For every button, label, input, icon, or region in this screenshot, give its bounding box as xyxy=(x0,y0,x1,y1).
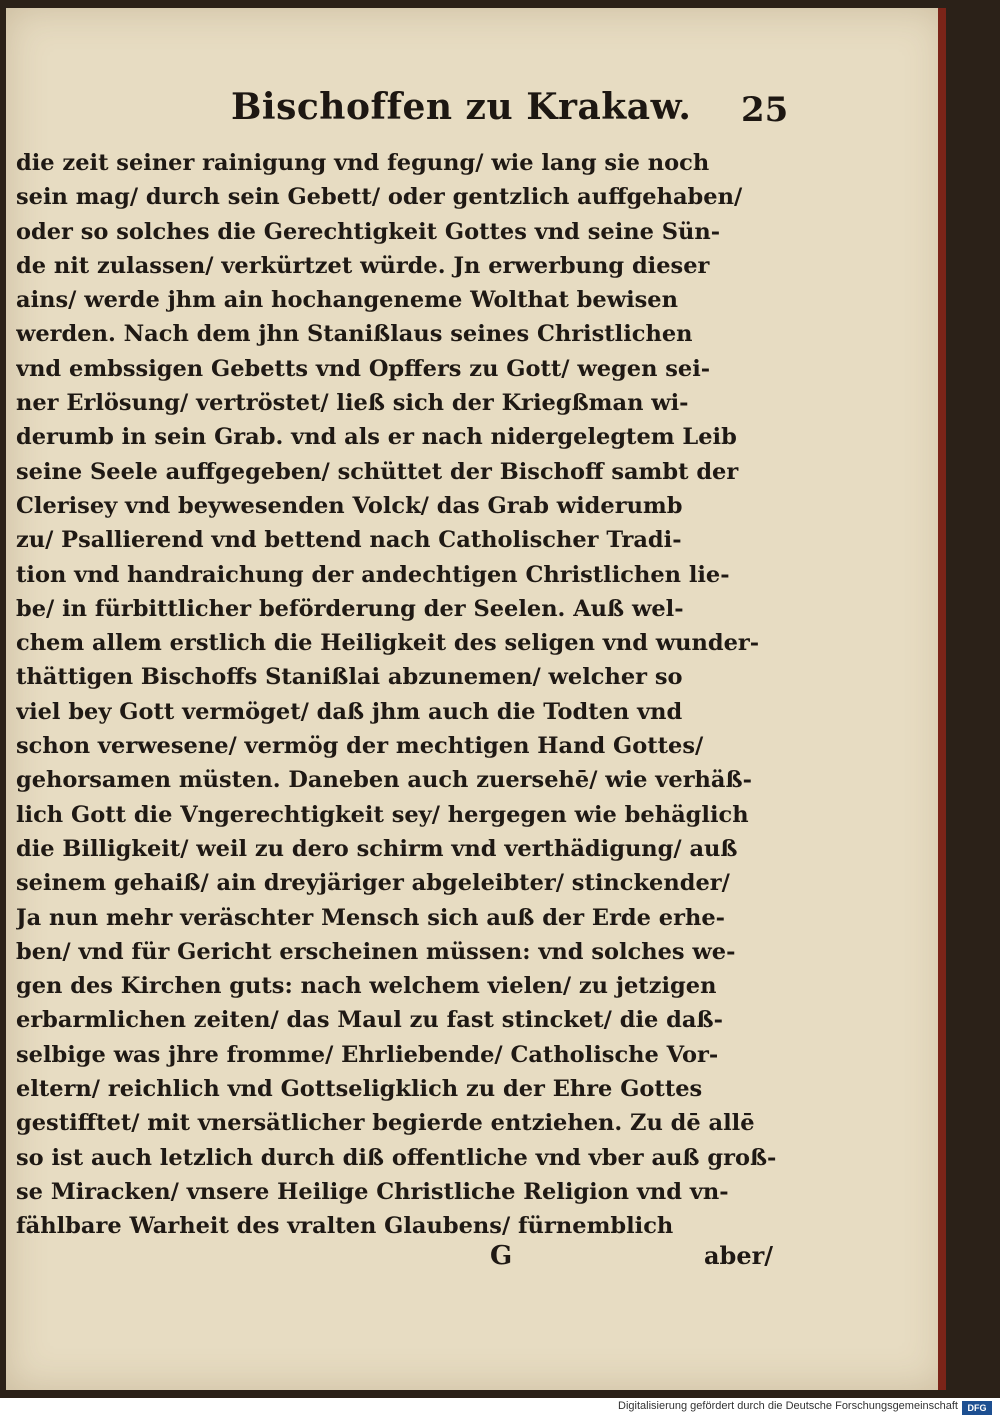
text-line: die zeit seiner rainigung vnd fegung/ wie lang sie noch xyxy=(16,150,710,176)
text-line: Clerisey vnd beywesenden Volck/ das Grab widerumb xyxy=(16,492,683,519)
text-line: sein mag/ durch sein Gebett/ oder gentzlich auffgehaben/ xyxy=(16,184,743,211)
text-line: vnd embssigen Gebetts vnd Opffers zu Gott/ wegen sei- xyxy=(16,355,711,382)
text-line: ains/ werde jhm ain hochangeneme Wolthat bewisen xyxy=(16,287,678,314)
text-line: gehorsamen müsten. Daneben auch zuersehē/ wie verhäß- xyxy=(16,767,752,794)
catchword: aber/ xyxy=(704,1241,774,1270)
text-line: erbarmlichen zeiten/ das Maul zu fast stincket/ die daß- xyxy=(16,1007,723,1034)
signature-mark: G xyxy=(490,1241,513,1271)
text-line: oder so solches die Gerechtigkeit Gottes vnd seine Sün- xyxy=(16,218,721,245)
text-line: gen des Kirchen guts: nach welchem vielen/ zu jetzigen xyxy=(16,973,717,1000)
page-edge xyxy=(938,8,946,1390)
text-line: selbige was jhre fromme/ Ehrliebende/ Catholische Vor- xyxy=(16,1041,719,1068)
footer-bar xyxy=(0,1398,1000,1420)
text-line: so ist auch letzlich durch diß offentliche vnd vber auß groß- xyxy=(16,1144,777,1171)
text-line: de nit zulassen/ verkürtzet würde. Jn erwerbung dieser xyxy=(16,252,710,279)
dfg-logo: DFG xyxy=(962,1401,992,1415)
text-line: fählbare Warheit des vralten Glaubens/ fürnemblich xyxy=(16,1213,674,1240)
text-line: seinem gehaiß/ ain dreyjäriger abgeleibter/ stinckender/ xyxy=(16,870,730,897)
text-line: Ja nun mehr veräschter Mensch sich auß der Erde erhe- xyxy=(16,904,725,931)
text-line: tion vnd handraichung der andechtigen Christlichen lie- xyxy=(16,561,730,588)
text-line: schon verwesene/ vermög der mechtigen Hand Gottes/ xyxy=(16,733,704,760)
text-line: gestifftet/ mit vnersätlicher begierde entziehen. Zu dē allē xyxy=(16,1110,755,1137)
text-line: die Billigkeit/ weil zu dero schirm vnd verthädigung/ auß xyxy=(16,835,738,862)
running-head: Bischoffen zu Krakaw. xyxy=(231,86,692,128)
footer-credit: Digitalisierung gefördert durch die Deutsche Forschungsgemeinschaft xyxy=(618,1400,958,1412)
text-line: se Miracken/ vnsere Heilige Christliche Religion vnd vn- xyxy=(16,1178,729,1205)
text-line: lich Gott die Vngerechtigkeit sey/ hergegen wie behäglich xyxy=(16,801,749,828)
body-text xyxy=(16,146,796,1244)
text-line: werden. Nach dem jhn Stanißlaus seines Christlichen xyxy=(16,321,693,348)
page-number: 25 xyxy=(741,90,789,130)
text-line: ner Erlösung/ vertröstet/ ließ sich der Kriegßman wi- xyxy=(16,390,689,417)
text-line: seine Seele auffgegeben/ schüttet der Bischoff sambt der xyxy=(16,458,739,485)
text-line: viel bey Gott vermöget/ daß jhm auch die Todten vnd xyxy=(16,698,683,725)
text-line: ben/ vnd für Gericht erscheinen müssen: vnd solches we- xyxy=(16,938,736,965)
text-line: eltern/ reichlich vnd Gottseligklich zu der Ehre Gottes xyxy=(16,1076,703,1103)
book-page xyxy=(6,8,946,1390)
text-line: chem allem erstlich die Heiligkeit des seligen vnd wunder- xyxy=(16,630,760,657)
text-line: zu/ Psallierend vnd bettend nach Catholischer Tradi- xyxy=(16,527,682,554)
text-line: derumb in sein Grab. vnd als er nach nidergelegtem Leib xyxy=(16,424,737,451)
text-line: be/ in fürbittlicher beförderung der Seelen. Auß wel- xyxy=(16,595,684,622)
text-line: thättigen Bischoffs Stanißlai abzunemen/ welcher so xyxy=(16,664,683,691)
